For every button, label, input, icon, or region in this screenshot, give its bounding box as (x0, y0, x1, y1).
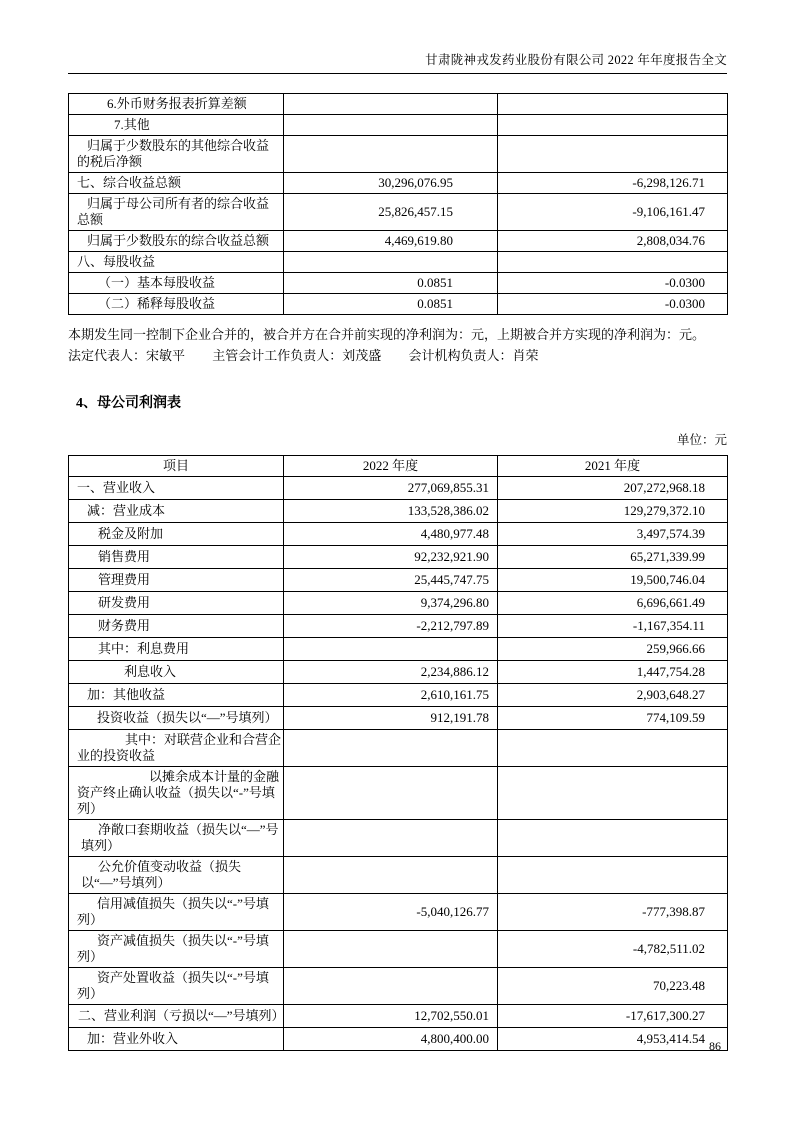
row-label: 以摊余成本计量的金融资产终止确认收益（损失以“-”号填列） (69, 767, 284, 820)
value-2021: 65,271,339.99 (498, 546, 728, 569)
column-header-item: 项目 (69, 456, 284, 477)
section-title: 4、母公司利润表 (76, 396, 181, 411)
row-label: 公允价值变动收益（损失以“—”号填列） (69, 857, 284, 894)
value-2022 (284, 730, 498, 767)
value-2021: 6,696,661.49 (498, 592, 728, 615)
row-label: 利息收入 (69, 661, 284, 684)
value-2021: 3,497,574.39 (498, 523, 728, 546)
row-label: 资产减值损失（损失以“-”号填列） (69, 931, 284, 968)
row-label: 一、营业收入 (69, 477, 284, 500)
table-row (69, 173, 728, 194)
report-header-title: 甘肃陇神戎发药业股份有限公司 2022 年年度报告全文 (68, 50, 727, 74)
table-row (69, 231, 728, 252)
row-label: 其中：利息费用 (69, 638, 284, 661)
row-label: 税金及附加 (69, 523, 284, 546)
column-header-2021: 2021 年度 (498, 456, 728, 477)
value-2022 (284, 968, 498, 1005)
table-row (69, 968, 728, 1005)
table-row (69, 252, 728, 273)
table-row (69, 294, 728, 315)
table-row (69, 931, 728, 968)
value-2022 (284, 820, 498, 857)
value-2021: 2,903,648.27 (498, 684, 728, 707)
value-2022 (284, 767, 498, 820)
value-2022: 4,480,977.48 (284, 523, 498, 546)
row-label: 销售费用 (69, 546, 284, 569)
value-2021: 207,272,968.18 (498, 477, 728, 500)
row-label: 财务费用 (69, 615, 284, 638)
row-label: （二）稀释每股收益 (69, 294, 284, 315)
row-label: （一）基本每股收益 (69, 273, 284, 294)
value-2021: -17,617,300.27 (498, 1005, 728, 1028)
value-2022: 9,374,296.80 (284, 592, 498, 615)
value-2022: 2,234,886.12 (284, 661, 498, 684)
value-2021: -0.0300 (498, 294, 728, 315)
unit-label: 单位：元 (676, 433, 727, 447)
value-2021 (498, 857, 728, 894)
row-label: 资产处置收益（损失以“-”号填列） (69, 968, 284, 1005)
value-2021 (498, 115, 728, 136)
value-2022 (284, 931, 498, 968)
row-label: 6.外币财务报表折算差额 (69, 94, 284, 115)
value-2021 (498, 767, 728, 820)
accounting-department-head: 会计机构负责人：肖荣 (408, 348, 539, 363)
value-2021: 1,447,754.28 (498, 661, 728, 684)
table-row (69, 730, 728, 767)
column-header-2022: 2022 年度 (284, 456, 498, 477)
value-2021: -6,298,126.71 (498, 173, 728, 194)
value-2022: 25,826,457.15 (284, 194, 498, 231)
value-2021: -1,167,354.11 (498, 615, 728, 638)
parent-company-income-statement-table (68, 455, 728, 1051)
row-label: 减：营业成本 (69, 500, 284, 523)
row-label: 7.其他 (69, 115, 284, 136)
value-2022: 912,191.78 (284, 707, 498, 730)
value-2021 (498, 94, 728, 115)
value-2022 (284, 94, 498, 115)
page-number: 86 (709, 1039, 721, 1053)
value-2022: 0.0851 (284, 294, 498, 315)
merger-note: 本期发生同一控制下企业合并的，被合并方在合并前实现的净利润为：元，上期被合并方实现的净利润为：元。 (68, 327, 706, 342)
value-2021: 2,808,034.76 (498, 231, 728, 252)
value-2022 (284, 115, 498, 136)
legal-representative: 法定代表人：宋敏平 (68, 348, 186, 363)
value-2021: 70,223.48 (498, 968, 728, 1005)
value-2022 (284, 638, 498, 661)
row-label: 归属于少数股东的综合收益总额 (69, 231, 284, 252)
value-2021: 129,279,372.10 (498, 500, 728, 523)
value-2022: 133,528,386.02 (284, 500, 498, 523)
value-2021: 4,953,414.54 (498, 1028, 728, 1051)
table-row (69, 523, 728, 546)
value-2021 (498, 136, 728, 173)
value-2022: -5,040,126.77 (284, 894, 498, 931)
row-label: 七、综合收益总额 (69, 173, 284, 194)
value-2021 (498, 252, 728, 273)
table-row (69, 615, 728, 638)
table-row (69, 94, 728, 115)
table-header-row (69, 456, 728, 477)
comprehensive-income-table (68, 93, 728, 315)
table-row (69, 500, 728, 523)
value-2022: 25,445,747.75 (284, 569, 498, 592)
value-2022: 4,800,400.00 (284, 1028, 498, 1051)
value-2021: 19,500,746.04 (498, 569, 728, 592)
value-2021: 259,966.66 (498, 638, 728, 661)
row-label: 八、每股收益 (69, 252, 284, 273)
chief-accountant: 主管会计工作负责人：刘茂盛 (212, 348, 382, 363)
value-2022 (284, 136, 498, 173)
row-label: 加：营业外收入 (69, 1028, 284, 1051)
value-2021: -777,398.87 (498, 894, 728, 931)
table-row (69, 638, 728, 661)
table-row (69, 273, 728, 294)
signatories-line (68, 345, 727, 366)
value-2022 (284, 252, 498, 273)
value-2022: 2,610,161.75 (284, 684, 498, 707)
row-label: 加：其他收益 (69, 684, 284, 707)
value-2022: 277,069,855.31 (284, 477, 498, 500)
table-row (69, 707, 728, 730)
value-2021: -9,106,161.47 (498, 194, 728, 231)
table-row (69, 115, 728, 136)
row-label: 净敞口套期收益（损失以“—”号填列） (69, 820, 284, 857)
value-2021 (498, 730, 728, 767)
table-row (69, 820, 728, 857)
value-2022: -2,212,797.89 (284, 615, 498, 638)
table-row (69, 546, 728, 569)
row-label: 管理费用 (69, 569, 284, 592)
table-row (69, 894, 728, 931)
table-row (69, 194, 728, 231)
table-row (69, 592, 728, 615)
row-label: 归属于少数股东的其他综合收益的税后净额 (69, 136, 284, 173)
value-2021: -4,782,511.02 (498, 931, 728, 968)
row-label: 研发费用 (69, 592, 284, 615)
value-2022: 12,702,550.01 (284, 1005, 498, 1028)
row-label: 投资收益（损失以“—”号填列） (69, 707, 284, 730)
notes-block (68, 324, 727, 366)
table-row (69, 136, 728, 173)
table-row (69, 661, 728, 684)
value-2022 (284, 857, 498, 894)
value-2022: 92,232,921.90 (284, 546, 498, 569)
table-row (69, 857, 728, 894)
row-label: 二、营业利润（亏损以“—”号填列） (69, 1005, 284, 1028)
table-row (69, 684, 728, 707)
value-2021: -0.0300 (498, 273, 728, 294)
row-label: 归属于母公司所有者的综合收益总额 (69, 194, 284, 231)
table-row (69, 767, 728, 820)
value-2021: 774,109.59 (498, 707, 728, 730)
table-row (69, 1028, 728, 1051)
table-row (69, 569, 728, 592)
value-2021 (498, 820, 728, 857)
table-row (69, 1005, 728, 1028)
value-2022: 30,296,076.95 (284, 173, 498, 194)
row-label: 信用减值损失（损失以“-”号填列） (69, 894, 284, 931)
table-row (69, 477, 728, 500)
value-2022: 4,469,619.80 (284, 231, 498, 252)
value-2022: 0.0851 (284, 273, 498, 294)
row-label: 其中：对联营企业和合营企业的投资收益 (69, 730, 284, 767)
